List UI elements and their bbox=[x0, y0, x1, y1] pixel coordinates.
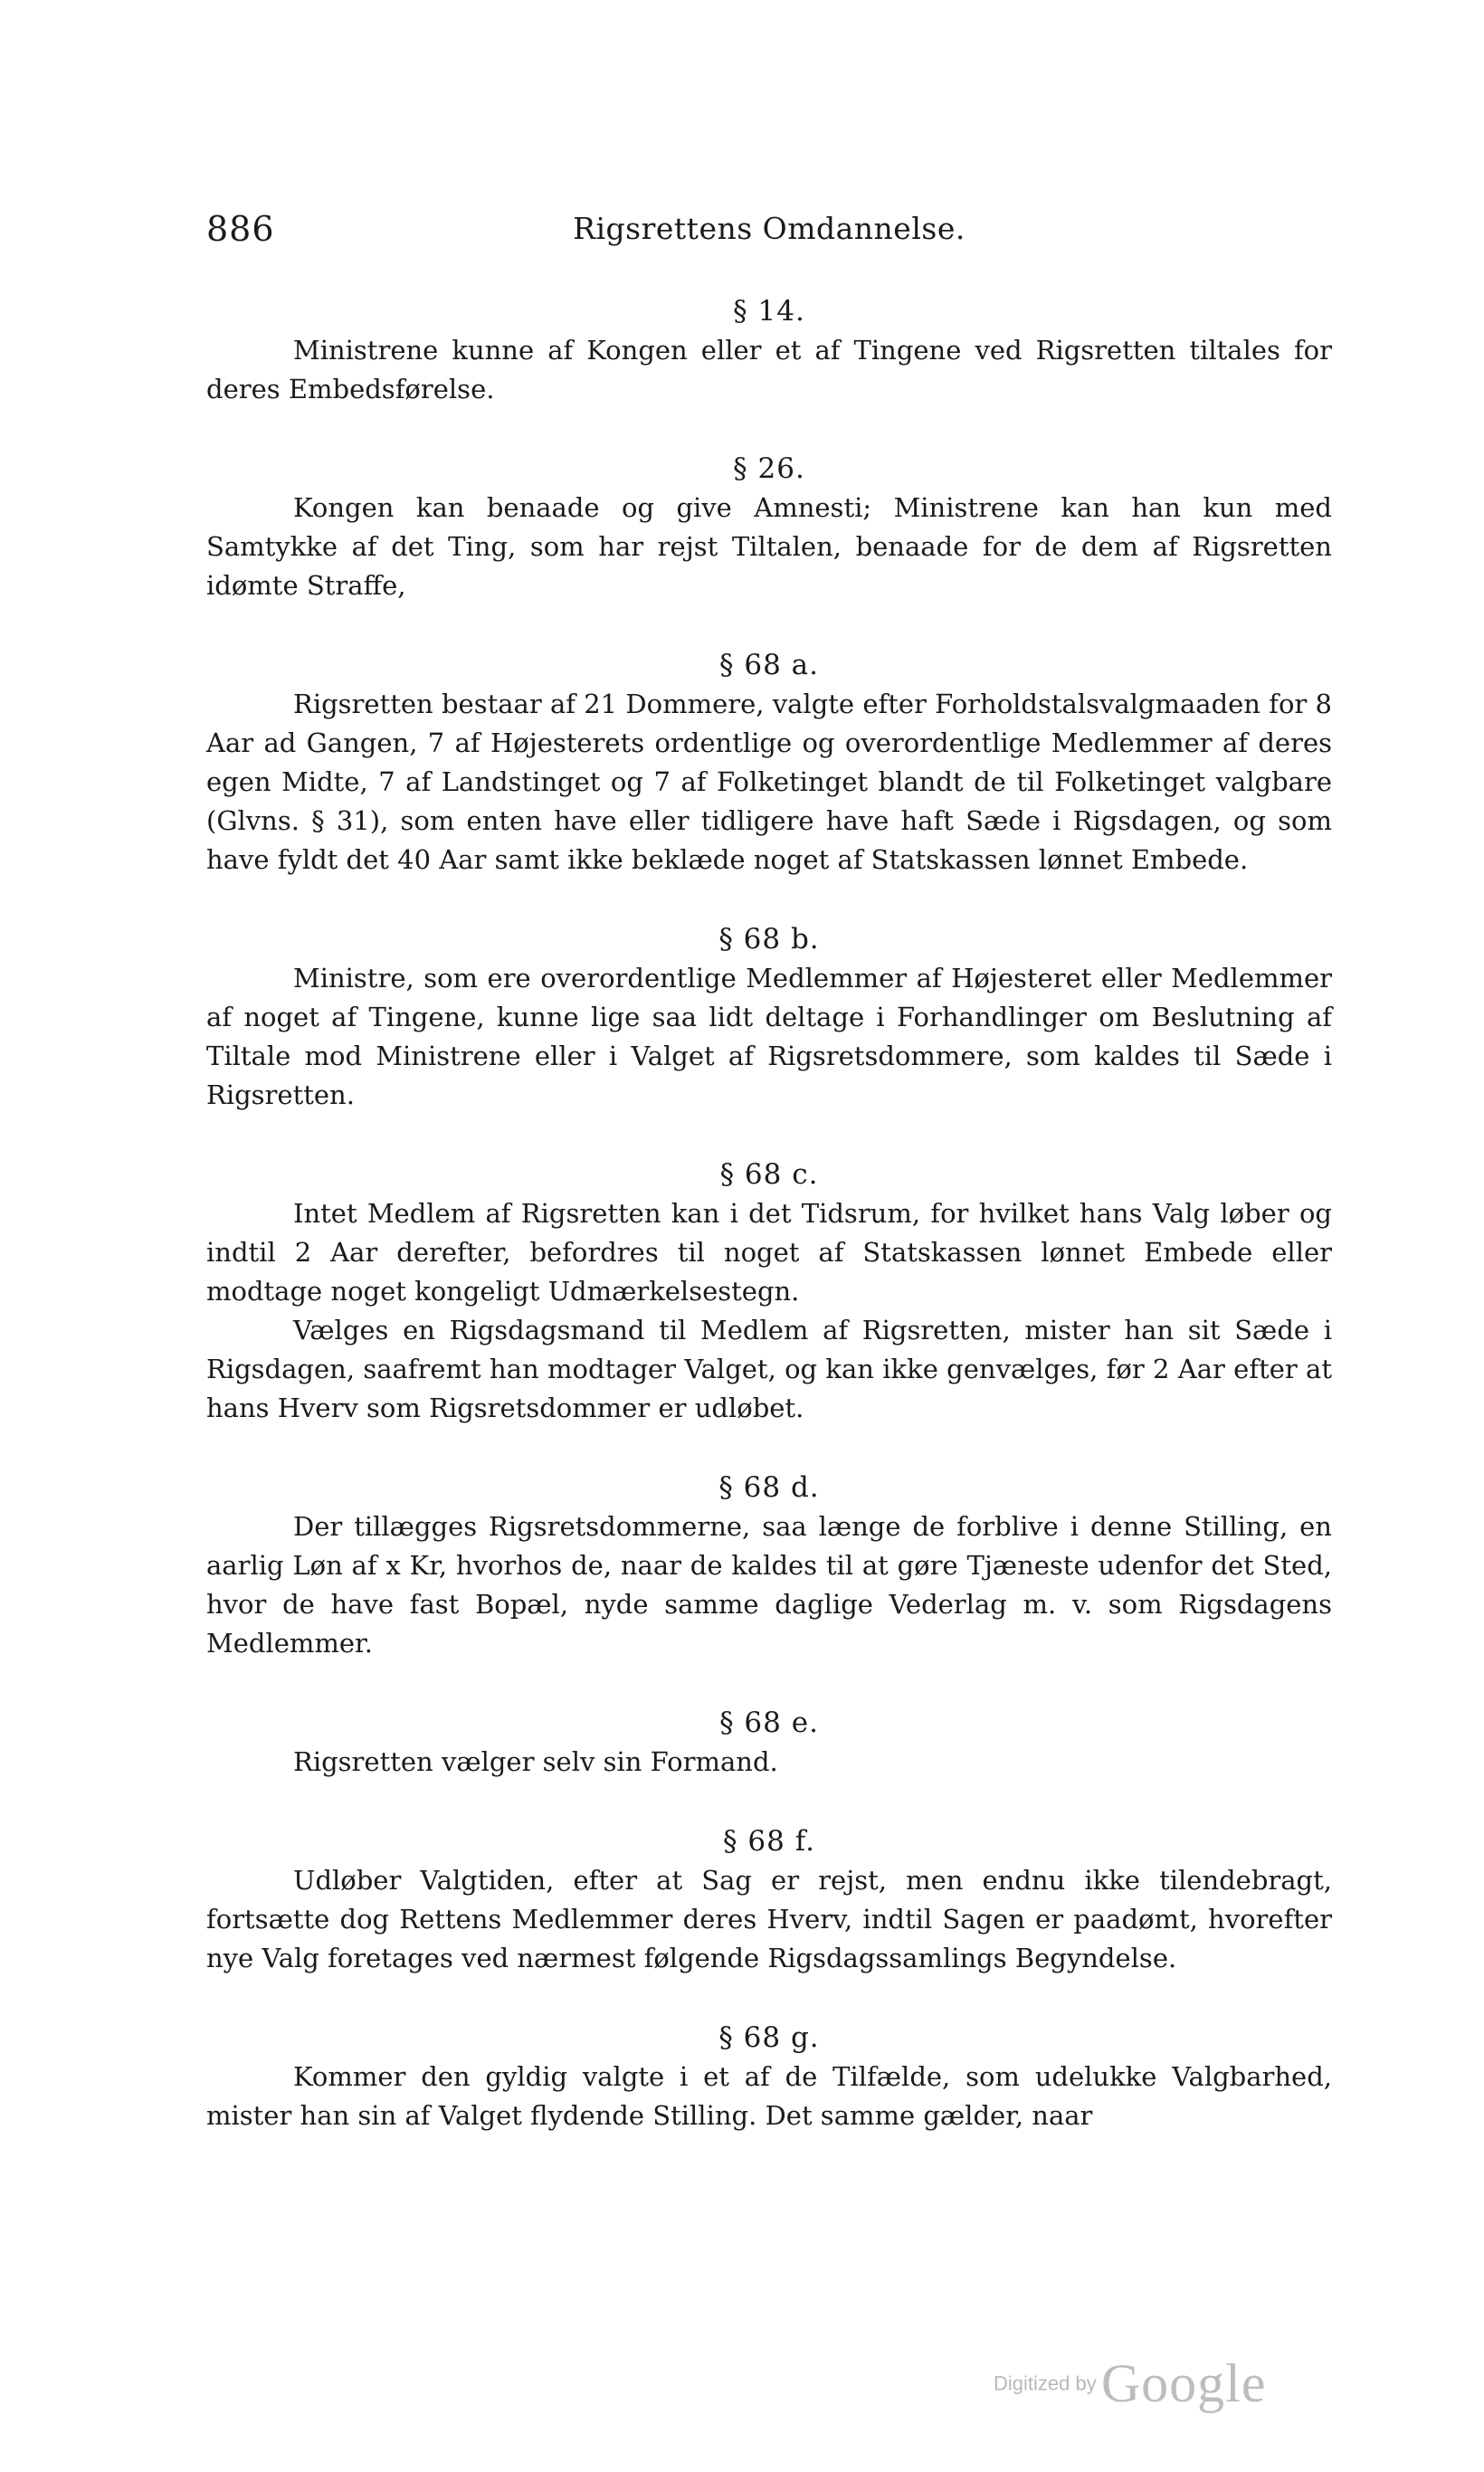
page-header bbox=[206, 206, 1332, 252]
digitized-by-label: Digitized by bbox=[994, 2372, 1097, 2395]
section-26 bbox=[206, 449, 1332, 605]
section-68a bbox=[206, 645, 1332, 879]
section-paragraph: Ministrene kunne af Kongen eller et af Tingene ved Rigsretten tiltales for deres Embedsførelse. bbox=[206, 335, 1332, 404]
section-paragraph: Rigsretten bestaar af 21 Dommere, valgte efter Forholdstalsvalgmaaden for 8 Aar ad Gangen, 7 af Højesterets ordentlige og overordentlige Medlemmer af deres egen Midte, 7 af Landstinget og 7 af Folketinget blandt de til Folketinget valgbare (Glvns. § 31), som enten have eller tidligere have haft Sæde i Rigsdagen, og som have fyldt det 40 Aar samt ikke beklæde noget af Statskassen lønnet Embede. bbox=[206, 689, 1332, 875]
page-number: 886 bbox=[206, 209, 275, 249]
section-68f bbox=[206, 1821, 1332, 1978]
section-heading: § 26. bbox=[733, 452, 805, 485]
section-68c bbox=[206, 1155, 1332, 1428]
section-heading: § 68 c. bbox=[719, 1158, 819, 1191]
section-paragraph: Kongen kan benaade og give Amnesti; Ministrene kan han kun med Samtykke af det Ting, som har rejst Tiltalen, benaade for de dem af Rigsretten idømte Straffe, bbox=[206, 492, 1332, 601]
section-14 bbox=[206, 291, 1332, 409]
section-heading: § 14. bbox=[733, 295, 805, 328]
section-paragraph: Kommer den gyldig valgte i et af de Tilfælde, som udelukke Valgbarhed, mister han sin af Valget flydende Stilling. Det samme gælder, naar bbox=[206, 2061, 1332, 2131]
digitized-by-google-watermark bbox=[994, 2353, 1266, 2415]
section-heading: § 68 a. bbox=[719, 649, 819, 681]
section-heading: § 68 f. bbox=[723, 1825, 815, 1858]
google-logo: Google bbox=[1100, 2353, 1267, 2413]
section-heading: § 68 b. bbox=[718, 923, 820, 956]
section-heading: § 68 e. bbox=[719, 1707, 819, 1739]
page-body bbox=[206, 291, 1332, 2175]
section-paragraph: Der tillægges Rigsretsdommerne, saa længe de forblive i denne Stilling, en aarlig Løn af x Kr, hvorhos de, naar de kaldes til at gøre Tjæneste udenfor det Sted, hvor de have fast Bopæl, nyde samme daglige Vederlag m. v. som Rigsdagens Medlemmer. bbox=[206, 1511, 1332, 1659]
section-heading: § 68 g. bbox=[718, 2021, 820, 2054]
section-paragraph: Udløber Valgtiden, efter at Sag er rejst, men endnu ikke tilendebragt, fortsætte dog Rettens Medlemmer deres Hverv, indtil Sagen er paadømt, hvorefter nye Valg foretages ved nærmest følgende Rigsdagssamlings Begyndelse. bbox=[206, 1865, 1332, 1973]
section-68g bbox=[206, 2018, 1332, 2135]
section-paragraph: Vælges en Rigsdagsmand til Medlem af Rigsretten, mister han sit Sæde i Rigsdagen, saafremt han modtager Valget, og kan ikke genvælges, før 2 Aar efter at hans Hverv som Rigsretsdommer er udløbet. bbox=[206, 1315, 1332, 1423]
section-68d bbox=[206, 1468, 1332, 1663]
running-title: Rigsrettens Omdannelse. bbox=[573, 211, 966, 246]
section-paragraph: Ministre, som ere overordentlige Medlemmer af Højesteret eller Medlemmer af noget af Tingene, kunne lige saa lidt deltage i Forhandlinger om Beslutning af Tiltale mod Ministrene eller i Valget af Rigsretsdommere, som kaldes til Sæde i Rigsretten. bbox=[206, 963, 1332, 1110]
section-paragraph: Rigsretten vælger selv sin Formand. bbox=[293, 1746, 778, 1777]
section-68e bbox=[206, 1703, 1332, 1782]
section-paragraph: Intet Medlem af Rigsretten kan i det Tidsrum, for hvilket hans Valg løber og indtil 2 Aar derefter, befordres til noget af Statskassen lønnet Embede eller modtage noget kongeligt Udmærkelsestegn. bbox=[206, 1198, 1332, 1307]
section-heading: § 68 d. bbox=[718, 1471, 820, 1504]
section-68b bbox=[206, 919, 1332, 1115]
